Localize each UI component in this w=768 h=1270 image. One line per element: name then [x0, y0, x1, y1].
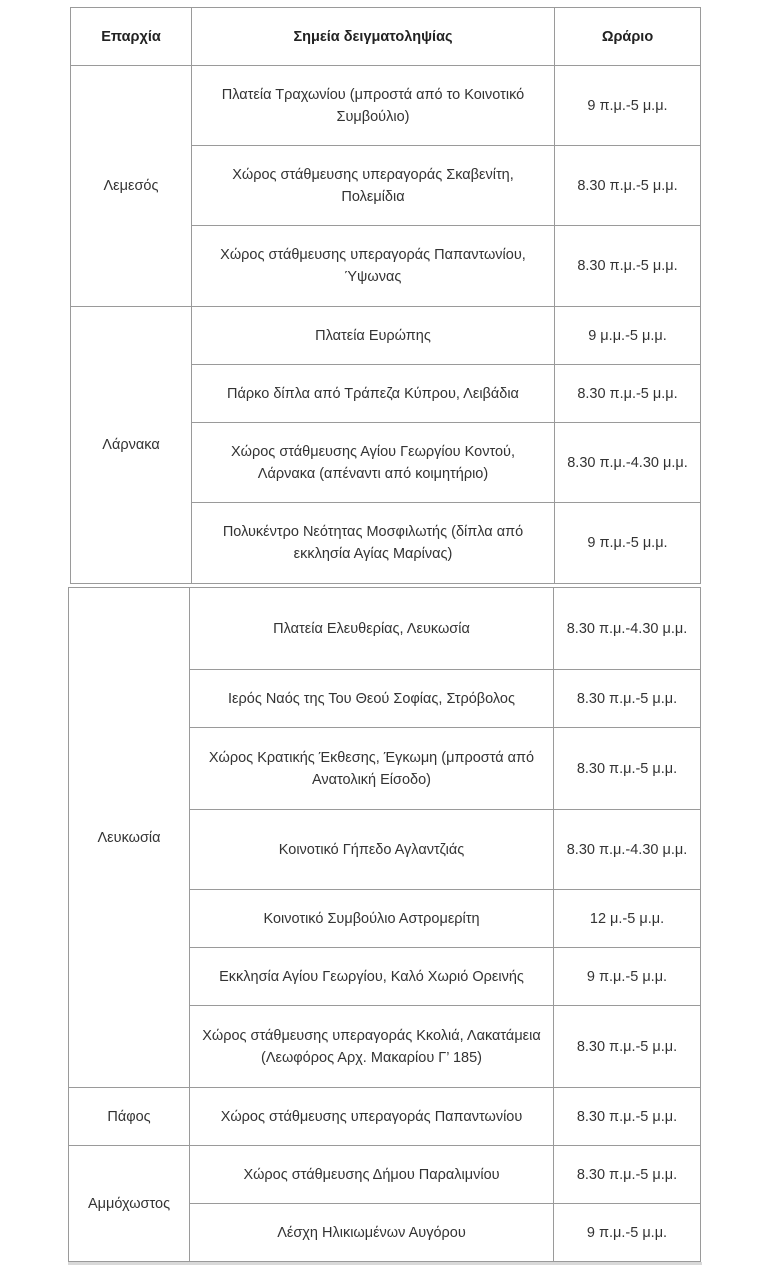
hours-cell: 9 π.μ.-5 μ.μ.: [555, 503, 701, 584]
hours-cell: 8.30 π.μ.-4.30 μ.μ.: [554, 810, 701, 890]
region-cell-famagusta: Αμμόχωστος: [69, 1146, 190, 1262]
table-row: [71, 307, 701, 365]
hours-cell: 8.30 π.μ.-5 μ.μ.: [554, 670, 701, 728]
location-cell: Χώρος στάθμευσης υπεραγοράς Κκολιά, Λακατάμεια (Λεωφόρος Αρχ. Μακαρίου Γ’ 185): [190, 1006, 554, 1088]
location-cell: Χώρος στάθμευσης υπεραγοράς Παπαντωνίου, Ύψωνας: [192, 226, 555, 307]
region-cell-larnaca: Λάρνακα: [71, 307, 192, 584]
location-cell: Πλατεία Ελευθερίας, Λευκωσία: [190, 588, 554, 670]
location-cell: Πολυκέντρο Νεότητας Μοσφιλωτής (δίπλα από εκκλησία Αγίας Μαρίνας): [192, 503, 555, 584]
sampling-table-part-1: [70, 7, 701, 584]
location-cell: Πάρκο δίπλα από Τράπεζα Κύπρου, Λειβάδια: [192, 365, 555, 423]
location-cell: Πλατεία Τραχωνίου (μπροστά από το Κοινοτικό Συμβούλιο): [192, 66, 555, 146]
sampling-table-part-2: [68, 587, 701, 1262]
location-cell: Χώρος στάθμευσης υπεραγοράς Παπαντωνίου: [190, 1088, 554, 1146]
table-row: [69, 1146, 701, 1204]
hours-cell: 8.30 π.μ.-5 μ.μ.: [555, 146, 701, 226]
location-cell: Ιερός Ναός της Του Θεού Σοφίας, Στρόβολος: [190, 670, 554, 728]
region-cell-paphos: Πάφος: [69, 1088, 190, 1146]
hours-cell: 12 μ.-5 μ.μ.: [554, 890, 701, 948]
region-cell-nicosia: Λευκωσία: [69, 588, 190, 1088]
header-region: Επαρχία: [71, 8, 192, 66]
location-cell: Κοινοτικό Γήπεδο Αγλαντζιάς: [190, 810, 554, 890]
location-cell: Χώρος στάθμευσης υπεραγοράς Σκαβενίτη, Πολεμίδια: [192, 146, 555, 226]
hours-cell: 9 π.μ.-5 μ.μ.: [554, 1204, 701, 1262]
hours-cell: 8.30 π.μ.-5 μ.μ.: [554, 1006, 701, 1088]
location-cell: Πλατεία Ευρώπης: [192, 307, 555, 365]
location-cell: Χώρος στάθμευσης Αγίου Γεωργίου Κοντού, Λάρνακα (απέναντι από κοιμητήριο): [192, 423, 555, 503]
header-location: Σημεία δειγματοληψίας: [192, 8, 555, 66]
location-cell: Χώρος στάθμευσης Δήμου Παραλιμνίου: [190, 1146, 554, 1204]
hours-cell: 8.30 π.μ.-5 μ.μ.: [555, 226, 701, 307]
location-cell: Κοινοτικό Συμβούλιο Αστρομερίτη: [190, 890, 554, 948]
location-cell: Χώρος Κρατικής Έκθεσης, Έγκωμη (μπροστά από Ανατολική Είσοδο): [190, 728, 554, 810]
bottom-divider: [68, 1262, 702, 1265]
table-row: [69, 588, 701, 670]
hours-cell: 8.30 π.μ.-5 μ.μ.: [554, 1146, 701, 1204]
table-row: [71, 66, 701, 146]
table-header-row: [71, 8, 701, 66]
region-cell-limassol: Λεμεσός: [71, 66, 192, 307]
hours-cell: 8.30 π.μ.-5 μ.μ.: [555, 365, 701, 423]
hours-cell: 9 μ.μ.-5 μ.μ.: [555, 307, 701, 365]
location-cell: Λέσχη Ηλικιωμένων Αυγόρου: [190, 1204, 554, 1262]
hours-cell: 9 π.μ.-5 μ.μ.: [555, 66, 701, 146]
hours-cell: 8.30 π.μ.-5 μ.μ.: [554, 1088, 701, 1146]
table-row: [69, 1088, 701, 1146]
hours-cell: 9 π.μ.-5 μ.μ.: [554, 948, 701, 1006]
hours-cell: 8.30 π.μ.-5 μ.μ.: [554, 728, 701, 810]
hours-cell: 8.30 π.μ.-4.30 μ.μ.: [555, 423, 701, 503]
location-cell: Εκκλησία Αγίου Γεωργίου, Καλό Χωριό Ορεινής: [190, 948, 554, 1006]
hours-cell: 8.30 π.μ.-4.30 μ.μ.: [554, 588, 701, 670]
header-hours: Ωράριο: [555, 8, 701, 66]
